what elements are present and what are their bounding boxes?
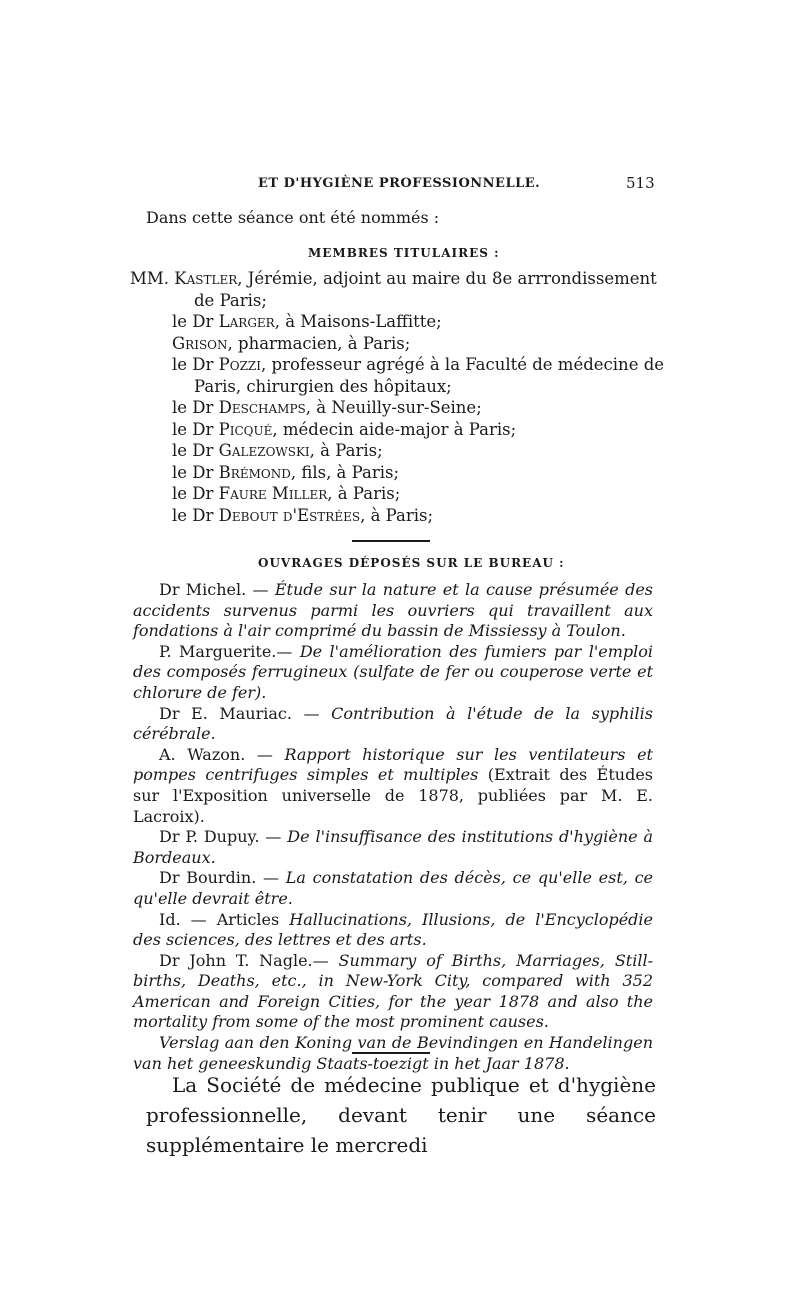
member-entry — [130, 505, 660, 527]
member-prefix: le Dr — [172, 355, 219, 374]
member-details: , à Paris; — [360, 505, 434, 525]
member-details: , à Maisons-Laffitte; — [274, 312, 442, 331]
member-name: Deschamps — [218, 398, 306, 417]
member-prefix: le Dr — [172, 462, 219, 482]
member-details: , Jérémie, adjoint au maire du 8e arrrondissement — [237, 269, 657, 288]
member-prefix: le Dr — [172, 419, 219, 439]
member-entry — [130, 376, 660, 398]
member-entry — [130, 440, 660, 462]
member-entry — [130, 268, 660, 290]
members-list — [130, 268, 665, 526]
work-author: Dr Bourdin. — — [159, 868, 286, 888]
work-entry — [133, 827, 653, 868]
member-details: , professeur agrégé à la Faculté de médecine de — [261, 355, 665, 374]
work-title: De l'insuffisance des institutions d'hygiène à Bordeaux. — [133, 827, 654, 867]
member-details: , à Paris; — [327, 484, 401, 503]
member-details: , médecin aide-major à Paris; — [272, 419, 517, 439]
member-entry — [130, 311, 660, 333]
member-details: , fils, à Paris; — [290, 462, 400, 482]
member-prefix: le Dr — [172, 505, 219, 525]
member-details: , à Neuilly-sur-Seine; — [305, 398, 482, 417]
running-title: ET D'HYGIÈNE PROFESSIONNELLE. — [258, 176, 541, 191]
work-entry — [133, 745, 653, 827]
work-title: La constatation des décès, ce qu'elle est, ce qu'elle devrait être. — [133, 868, 654, 908]
work-author: Id. — Articles — [159, 909, 290, 929]
member-details: , pharmacien, à Paris; — [227, 333, 411, 353]
work-entry — [133, 642, 653, 704]
closing-paragraph — [146, 1070, 656, 1160]
work-title: Summary of Births, Marriages, Still-births, Deaths, etc., in New-York City, compared with 352 American and Foreign Cities, for the year 1878 and also the mortality from some of the most prominent causes. — [133, 950, 653, 1032]
member-name: Picqué — [218, 419, 273, 439]
work-entry — [133, 910, 653, 951]
work-title: Rapport historique sur les ventilateurs et pompes centrifuges simples et multiples — [133, 744, 653, 785]
member-prefix: le Dr — [172, 398, 219, 417]
member-prefix: le Dr — [172, 484, 219, 503]
member-name: Faure Miller — [218, 484, 328, 503]
member-name: Grison — [172, 333, 228, 353]
member-entry — [130, 354, 665, 376]
member-name: Debout d'Estrées — [218, 505, 361, 525]
member-entry — [130, 290, 660, 312]
work-entry — [133, 951, 653, 1033]
works-list — [133, 580, 653, 1074]
work-title: Verslag aan den Koning van de Bevindingen en Handelingen van het geneeskundig Staats-toezigt in het Jaar 1878. — [133, 1033, 653, 1073]
work-author: A. Wazon. — — [159, 744, 285, 764]
member-entry — [130, 462, 660, 484]
work-author: Dr Michel. — — [159, 580, 275, 599]
member-details: Paris, chirurgien des hôpitaux; — [194, 376, 452, 396]
separator-rule-2 — [352, 1052, 430, 1054]
member-entry — [130, 333, 660, 355]
member-entry — [130, 397, 660, 419]
work-title: Étude sur la nature et la cause présumée des accidents survenus parmi les ouvriers qui travaillent aux fondations à l'air comprimé du bassin de Missiessy à Toulon. — [133, 580, 654, 641]
member-name: Pozzi — [218, 355, 262, 374]
work-title: De l'amélioration des fumiers par l'emploi des composés ferrugineux (sulfate de fer ou couperose verte et chlorure de fer). — [133, 641, 654, 702]
work-author: P. Marguerite.— — [159, 641, 300, 661]
work-tail: (Extrait des Études sur l'Exposition universelle de 1878, publiées par M. E. Lacroix). — [133, 765, 653, 826]
intro-line: Dans cette séance ont été nommés : — [146, 208, 440, 227]
work-author: Dr P. Dupuy. — — [159, 827, 288, 847]
work-entry — [133, 868, 653, 909]
work-author: Dr John T. Nagle.— — [159, 950, 339, 970]
work-author: Dr E. Mauriac. — — [159, 703, 332, 723]
work-title: Contribution à l'étude de la syphilis cérébrale. — [133, 703, 653, 744]
member-name: Kastler — [174, 269, 238, 288]
member-name: Brémond — [218, 462, 291, 482]
member-prefix: le Dr — [172, 312, 219, 331]
member-details: de Paris; — [194, 290, 267, 310]
closing-text: La Société de médecine publique et d'hygiène professionnelle, devant tenir une séance supplémentaire le mercredi — [146, 1073, 656, 1157]
separator-rule — [352, 540, 430, 542]
member-name: Galezowski — [218, 441, 310, 460]
member-prefix: le Dr — [172, 441, 219, 460]
work-entry — [133, 580, 653, 642]
works-heading: OUVRAGES DÉPOSÉS SUR LE BUREAU : — [258, 556, 565, 570]
work-title: Hallucinations, Illusions, de l'Encyclopédie des sciences, des lettres et des arts. — [133, 909, 653, 950]
page-number: 513 — [626, 174, 655, 192]
member-entry — [130, 419, 660, 441]
members-heading: MEMBRES TITULAIRES : — [308, 246, 500, 260]
member-name: Larger — [218, 312, 275, 331]
member-prefix: MM. — [130, 269, 175, 288]
member-details: , à Paris; — [309, 441, 383, 460]
member-entry — [130, 483, 660, 505]
work-entry — [133, 704, 653, 745]
